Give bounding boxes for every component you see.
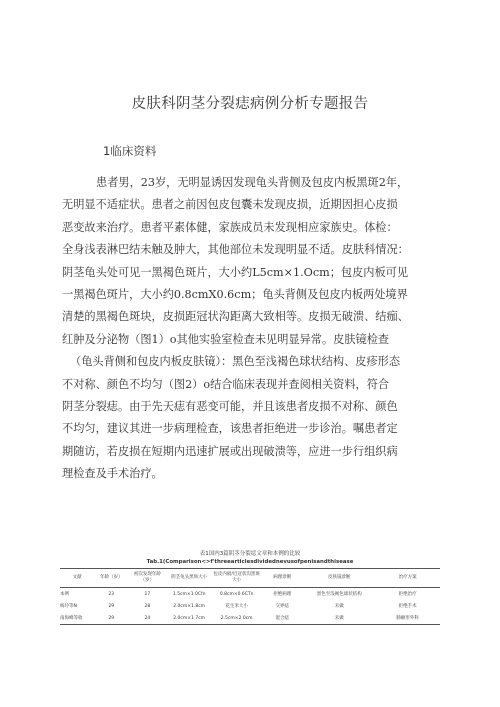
paragraph-line: 不对称、颜色不均匀（图2）o结合临床表现并查阅相关资料，符合 bbox=[62, 377, 390, 391]
paragraph-line: 恶变故来治疗。患者平素体健，家族成员未发现相应家族史。体检： bbox=[62, 220, 398, 234]
report-title: 皮肤科阴茎分裂痣病例分析专题报告 bbox=[131, 96, 369, 112]
table-cell: 2.5cm×2.0cm bbox=[212, 612, 261, 625]
paragraph-line: 一黑褐色斑片，大小约0.8cmX0.6cm；龟头背侧及包皮内板两处境界 bbox=[62, 288, 408, 302]
column-header: 包皮内板/近冠状沟黑斑大小 bbox=[212, 569, 261, 588]
paragraph-line: 全身浅表淋巴结未触及肿大，其他部位未发现明显不适。皮肤科情况： bbox=[62, 243, 409, 257]
table-cell: 交界痣 bbox=[275, 604, 289, 609]
table-cell: 2.0cm×1.7cm bbox=[166, 612, 212, 625]
paragraph-line: （龟头背侧和包皮内板皮肤镜）：黑色至浅褐色球状结构、皮疹形态 bbox=[70, 355, 401, 369]
table-cell: 17 bbox=[144, 591, 151, 597]
table-cell: 南海峰等收 bbox=[60, 612, 94, 625]
paragraph-line: 阴茎龟头处可见一黑褐色斑片，大小约L5cm×1.Ocm；包皮内板可见 bbox=[62, 265, 409, 279]
table-cell: 28 bbox=[144, 603, 151, 609]
column-header: 治疗方案 bbox=[375, 569, 440, 588]
table-row bbox=[60, 588, 440, 601]
table-cell: 24 bbox=[128, 612, 166, 625]
table-row bbox=[60, 612, 440, 625]
column-header: 皮肤镜诊断 bbox=[303, 569, 375, 588]
table-cell: 混合痣 bbox=[261, 612, 303, 625]
paragraph-line: 阴茎分裂痣。由于先天痣有恶变可能，并且该患者皮损不对称、颜色 bbox=[62, 400, 398, 414]
table-caption: 表1国内3篇阴茎分裂痣文章和本例的比较 bbox=[199, 551, 301, 557]
section-heading: 1临床资料 bbox=[103, 144, 157, 158]
paragraph-line: 患者男，23岁，无明显诱因发现龟头背侧及包皮内板黑斑2年， bbox=[96, 176, 409, 189]
paragraph-line: 无明显不适症状。患者之前因包皮包囊未发现皮损，近期因担心皮损 bbox=[62, 198, 398, 212]
table-cell: 29 bbox=[94, 612, 128, 625]
column-header: 阴茎龟头黑斑大小 bbox=[166, 569, 212, 588]
table-cell: 本例 bbox=[60, 592, 69, 597]
paragraph-line: 红肿及分泌物（图1）o其他实验室检查未见明显异常。皮肤镜检查 bbox=[62, 332, 390, 346]
table-cell: 未做 bbox=[334, 604, 344, 609]
table-cell: 花生米大小 bbox=[225, 604, 248, 609]
table-cell: 23 bbox=[108, 591, 115, 597]
case-paragraph bbox=[62, 172, 442, 486]
table-cell: 杨玲等N bbox=[60, 604, 77, 609]
table-cell: 拒绝病理 bbox=[273, 592, 292, 597]
paragraph-line: 理检查及手术治疗。 bbox=[62, 467, 163, 481]
table-cell: 肺额形外科 bbox=[375, 612, 440, 625]
paragraph-line: 不均匀，建议其进一步病理检查，该患者拒绝进一步诊治。嘱患者定 bbox=[62, 422, 398, 436]
column-header: 初次发现年龄（岁） bbox=[128, 569, 166, 588]
table-cell: 未做 bbox=[303, 612, 375, 625]
table-cell: 0.8cm×0.6CTn bbox=[219, 591, 254, 597]
table-cell: 29 bbox=[108, 603, 115, 609]
table-cell: 2.0cm×1.8cm bbox=[173, 603, 206, 609]
table-cell: 拒绝治疗 bbox=[398, 592, 417, 597]
table-cell: 拒绝手术 bbox=[398, 604, 417, 609]
table-subcaption: Tab.1(Comparison<>f'threearticlesdividednevusofpenisandthisease bbox=[146, 559, 354, 565]
paragraph-line: 期随访，若皮损在短期内迅速扩展或出现破溃等，应进一步行组织病 bbox=[62, 444, 398, 458]
comparison-table bbox=[60, 568, 440, 625]
paragraph-line: 清楚的黑褐色斑块，皮损距冠状沟距离大致相等。皮损无破溃、结痂、 bbox=[62, 310, 409, 324]
table-header-row bbox=[60, 569, 440, 588]
table-cell: 1.5cm×1.0Cfn bbox=[172, 591, 206, 597]
table-cell: 黑色至浅褐色球状结构 bbox=[316, 592, 362, 597]
column-header: 年龄（岁） bbox=[94, 569, 128, 588]
table-row bbox=[60, 600, 440, 612]
column-header: 文献 bbox=[60, 569, 94, 588]
column-header: 病理诊断 bbox=[261, 569, 303, 588]
